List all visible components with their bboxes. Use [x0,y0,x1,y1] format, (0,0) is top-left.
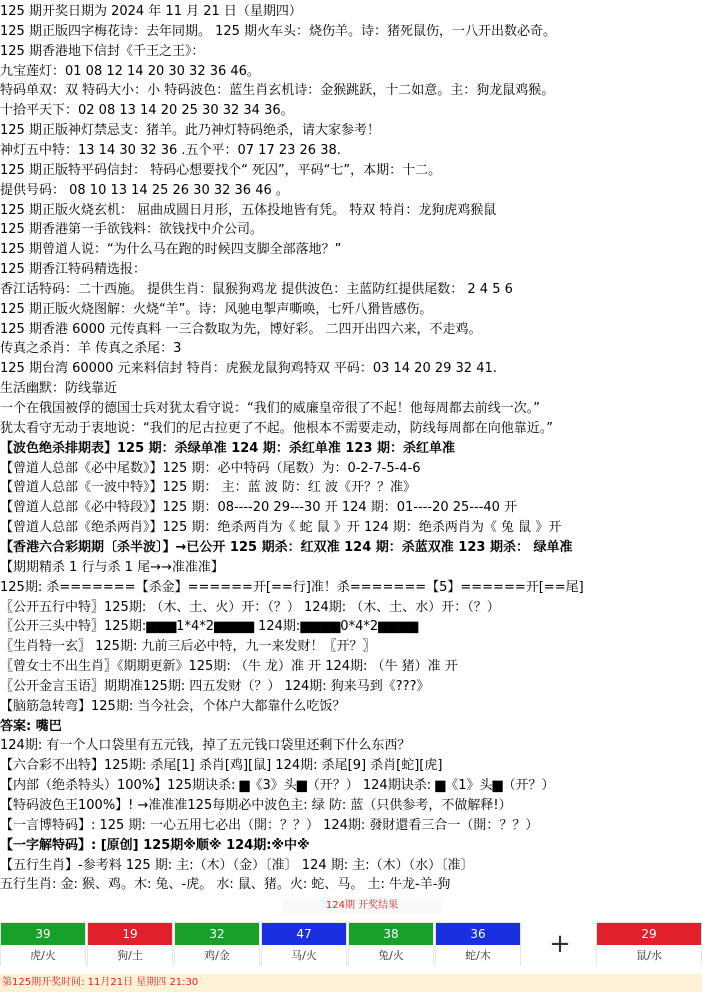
text-line: 【内部（绝杀特头）100%】125期诀杀: ▆《3》头▆（开？） 124期诀杀: ▆《1》头▆（开？） [0,778,555,794]
text-line: 【波色绝杀排期表】125 期：杀绿单准 124 期：杀红单准 123 期：杀红单准 [0,440,456,456]
text-line: 香江话特码：二十西施。 提供生肖：鼠猴狗鸡龙 提供波色：主蓝防红提供尾数： 2 4 5 6 [0,281,513,297]
text-line: 125 期开奖日期为 2024 年 11 月 21 日（星期四） [0,4,302,19]
ball-5-zodiac: 兔/火 [349,945,433,966]
text-line: 生活幽默：防线靠近 [0,381,118,397]
ball-4 [261,922,347,966]
text-line: 125 期香港 6000 元传真料 一三合数取为先，博好彩。 二四开出四六来，不走鸡。 [0,321,482,337]
ball-5 [348,922,434,966]
text-line: 125 期正版火烧玄机： 屈曲成圆日月形，五体投地皆有凭。 特双 特肖：龙狗虎鸡猴鼠 [0,202,497,218]
text-line: 125 期正版特平码信封： 特码心想要找个“ 死囚”，平码“七”，本期：十二。 [0,162,442,178]
ball-6 [435,922,521,966]
text-line: 【曾道人总部《必中特段》】125 期：08----20 29---30 开 124 期：01----20 25---40 开 [0,500,518,516]
text-line: 一个在俄国被俘的德国士兵对犹太看守说：“我们的威廉皇帝很了不起！他每周都去前线一次。” [0,401,540,416]
plus-icon: + [549,929,571,959]
text-line: 125 期曾道人说：“为什么马在跑的时候四支脚全部落地？” [0,242,342,258]
text-line: 【一言博特码】: 125 期: 一心五用七必出（開：？？） 124期: 發財還看三合一（開：？？） [0,817,539,833]
ball-1-number: 39 [1,923,85,945]
text-line: 【香港六合彩期期〔杀半波〕】→已公开 125 期杀：红双准 124 期：杀蓝双准 123 期杀： 绿单准 [0,539,573,555]
special-ball-number: 29 [597,923,701,945]
text-line: 五行生肖: 金: 猴、鸡。木: 兔、-虎。 水: 鼠、猪。火: 蛇、马。 土: 牛龙-羊-狗 [0,877,451,893]
text-line: 【期期精杀 1 行与杀 1 尾→→准准准】 [0,559,224,575]
next-draw-time: 第125期开奖时间: 11月21日 星期四 21:30 [0,974,702,992]
ball-3 [174,922,260,966]
text-line: 【六合彩不出特】125期: 杀尾[1] 杀肖[鸡][鼠] 124期: 杀尾[9] 杀肖[蛇][虎] [0,758,443,774]
results-title: 124期 开奖结果 [282,898,442,914]
text-line: 〖公开三头中特〗125期:▆▆▆1*4*2▆▆▆▆ 124期:▆▆▆▆0*4*2▆▆▆▆ [0,619,419,635]
text-line: 〖公开金言玉语〗期期准125期: 四五发财（？） 124期: 狗来马到《???》 [0,678,430,694]
text-line: 125 期香港第一手欲钱料：欲钱找中介公司。 [0,222,263,238]
text-line: 十拾平天下：02 08 13 14 20 25 30 32 34 36。 [0,103,294,119]
text-line: 犹太看守无动于衷地说：“我们的尼古拉更了不起。他根本不需要走动，防线每周都在向他靠近。” [0,420,553,436]
text-line: 125期: 杀=======【杀金】======开[==行]准！杀=======【5】======开[==尾] [0,579,584,595]
text-line: 【一字解特码】: [原创] 125期※顺※ 124期:※中※ [0,837,310,853]
ball-2-number: 19 [88,923,172,945]
text-line: 125 期香江特码精选报： [0,262,146,278]
text-line: 125 期正版四字梅花诗：去年同期。 125 期火车头：烧伤羊。诗：猪死鼠伤，一八开出数必奇。 [0,23,557,39]
text-line: 传真之杀肖：羊 传真之杀尾：3 [0,341,182,357]
text-line: 【曾道人总部《一波中特》】125 期： 主：蓝 波 防：红 波《开？？准》 [0,480,416,496]
text-line: 〖生肖特一玄〗 125期: 九前三后必中特，九一来发财！〖开？〗 [0,639,376,655]
special-ball-zodiac: 鼠/水 [597,945,701,966]
ball-5-number: 38 [349,923,433,945]
ball-4-zodiac: 马/火 [262,945,346,966]
text-line: 125 期台湾 60000 元来料信封 特肖：虎猴龙鼠狗鸡特双 平码：03 14 20 29 32 41. [0,361,497,377]
text-line: 【脑筋急转弯】125期: 当今社会，个体户大都靠什么吃饭？ [0,698,346,714]
draw-results-panel [0,894,702,996]
text-line: 125 期香港地下信封《千王之王》： [0,43,205,59]
text-line: 125 期正版火烧图解：火烧“羊”。诗：风驰电掣声嘶唤，七歼八猾皆感伤。 [0,301,433,317]
ball-6-zodiac: 蛇/木 [436,945,520,966]
special-ball [596,922,702,966]
ball-2-zodiac: 狗/土 [88,945,172,966]
text-line: 【曾道人总部《必中尾数》】125 期：必中特码（尾数）为：0-2-7-5-4-6 [0,460,421,476]
text-line: 【曾道人总部《绝杀两肖》】125 期：绝杀两肖为《 蛇 鼠 》开 124 期：绝杀两肖为《 兔 鼠 》开 [0,520,562,536]
ball-6-number: 36 [436,923,520,945]
text-line: 特码单双：双 特码大小：小 特码波色：蓝生肖玄机诗：金猴跳跃，十二如意。主：狗龙鼠鸡猴。 [0,83,555,99]
text-line: 〖公开五行中特〗125期: （木、土、火）开：（？） 124期: （木、土、水）开：（？） [0,599,500,615]
text-line: 提供号码： 08 10 13 14 25 26 30 32 36 46 。 [0,182,289,198]
ball-2 [87,922,173,966]
text-line: 【五行生肖】-参考料 125 期: 主:（木）（金）〔准〕 124 期: 主:（木）（水）〔准〕 [0,857,474,873]
text-line: 答案: 嘴巴 [0,718,62,734]
text-line: 125 期正版神灯禁忌支：猪羊。此乃神灯特码绝杀，请大家参考！ [0,123,380,139]
ball-3-zodiac: 鸡/金 [175,945,259,966]
text-line: 〖曾女士不出生肖〗《期期更新》125期: （牛 龙）准 开 124期: （牛 猪）准 开 [0,659,458,675]
text-line: 神灯五中特：13 14 30 32 36 .五个平：07 17 23 26 38. [0,142,341,158]
ball-4-number: 47 [262,923,346,945]
ball-1 [0,922,86,966]
text-line: 【特码波色王100%】! →准准准125每期必中波色主: 绿 防: 蓝（只供参考，不做解释!） [0,798,512,813]
ball-1-zodiac: 虎/火 [1,945,85,966]
text-line: 九宝莲灯：01 08 12 14 20 30 32 36 46。 [0,63,260,79]
ball-3-number: 32 [175,923,259,945]
text-line: 124期: 有一个人口袋里有五元钱，掉了五元钱口袋里还剩下什么东西？ [0,738,411,754]
